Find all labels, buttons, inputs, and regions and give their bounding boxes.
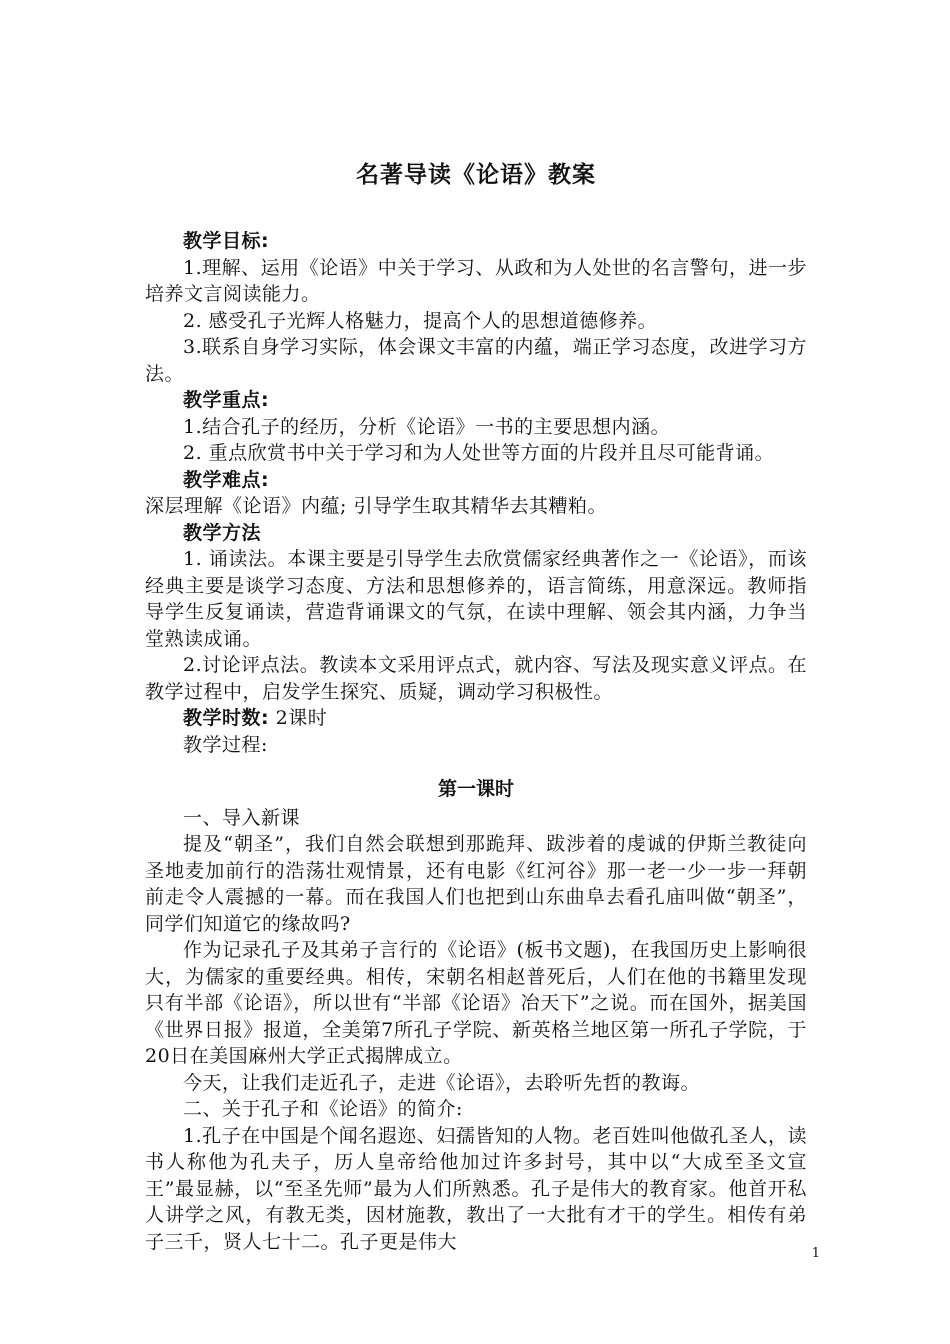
objective-item-2: 2. 感受孔子光辉人格魅力，提高个人的思想道德修养。 [183, 309, 658, 332]
document-title: 名著导读《论语》教案 [356, 162, 596, 188]
confucius-paragraph: 1.孔子在中国是个闻名遐迩、妇孺皆知的人物。老百姓叫他做孔圣人，读书人称他为孔夫子，历人皇帝给他加过许多封号，其中以“大成至圣文宣王”最显赫，以“至圣先师”最为人们所熟悉。孔子是伟大的教育家。他首开私人讲学之风，有教无类，因材施教，教出了一大批有才干的学生。相传有弟子三千，贤人七十二。孔子更是伟大 [145, 1124, 807, 1253]
section-heading-introduction: 二、关于孔子和《论语》的简介: [183, 1098, 463, 1120]
objective-item-3: 3.联系自身学习实际，体会课文丰富的内蕴，端正学习态度，改进学习方法。 [145, 336, 807, 385]
page-number: 1 [811, 1246, 820, 1261]
methods-heading: 教学方法 [183, 521, 262, 544]
intro-paragraph-2: 作为记录孔子及其弟子言行的《论语》(板书文题)，在我国历史上影响很大，为儒家的重要经典。相传，宋朝名相赵普死后，人们在他的书籍里发现只有半部《论语》，所以世有“半部《论语》冶天下”之说。而在国外，据美国《世界日报》报道，全美第7所孔子学院、新英格兰地区第一所孔子学院，于20日在美国麻州大学正式揭牌成立。 [145, 939, 807, 1067]
hours-heading: 教学时数: [183, 707, 270, 729]
objectives-heading: 教学目标: [183, 230, 270, 252]
key-point-item-1: 1.结合孔子的经历，分析《论语》一书的主要思想内涵。 [183, 415, 671, 438]
intro-paragraph-3: 今天，让我们走近孔子，走进《论语》，去聆听先哲的教诲。 [183, 1071, 701, 1094]
teaching-hours [145, 705, 807, 732]
difficulties-text: 深层理解《论语》内蕴; 引导学生取其精华去其糟粕。 [145, 495, 607, 517]
lesson-title: 第一课时 [437, 778, 514, 800]
key-point-item-2: 2. 重点欣赏书中关于学习和为人处世等方面的片段并且尽可能背诵。 [183, 442, 775, 464]
hours-value: 2课时 [275, 707, 328, 729]
document-page [145, 158, 807, 1255]
intro-paragraph-1: 提及“朝圣”，我们自然会联想到那跪拜、跋涉着的虔诚的伊斯兰教徒向圣地麦加前行的浩荡壮观情景，还有电影《红河谷》那一老一少一步一拜朝前走令人震撼的一幕。而在我国人们也把到山东曲阜去看孔庙叫做“朝圣”， 同学们知道它的缘故吗? [145, 833, 807, 935]
difficulties-heading: 教学难点: [183, 468, 270, 491]
method-item-1: 1. 诵读法。本课主要是引导学生去欣赏儒家经典著作之一《论语》，而该经典主要是谈学习态度、方法和思想修养的，语言简练，用意深远。教师指导学生反复诵读，营造背诵课文的气氛，在读中理解、领会其内涵，力争当堂熟读成诵。 [145, 548, 807, 650]
objective-item-1: 1.理解、运用《论语》中关于学习、从政和为人处世的名言警句，进一步培养文言阅读能力。 [145, 256, 807, 305]
section-heading-intro: 一、导入新课 [183, 806, 301, 829]
process-label: 教学过程: [183, 733, 268, 756]
key-points-heading: 教学重点: [183, 389, 270, 411]
method-item-2: 2.讨论评点法。教读本文采用评点式，就内容、写法及现实意义评点。在教学过程中，启发学生探究、质疑，调动学习积极性。 [145, 654, 807, 703]
